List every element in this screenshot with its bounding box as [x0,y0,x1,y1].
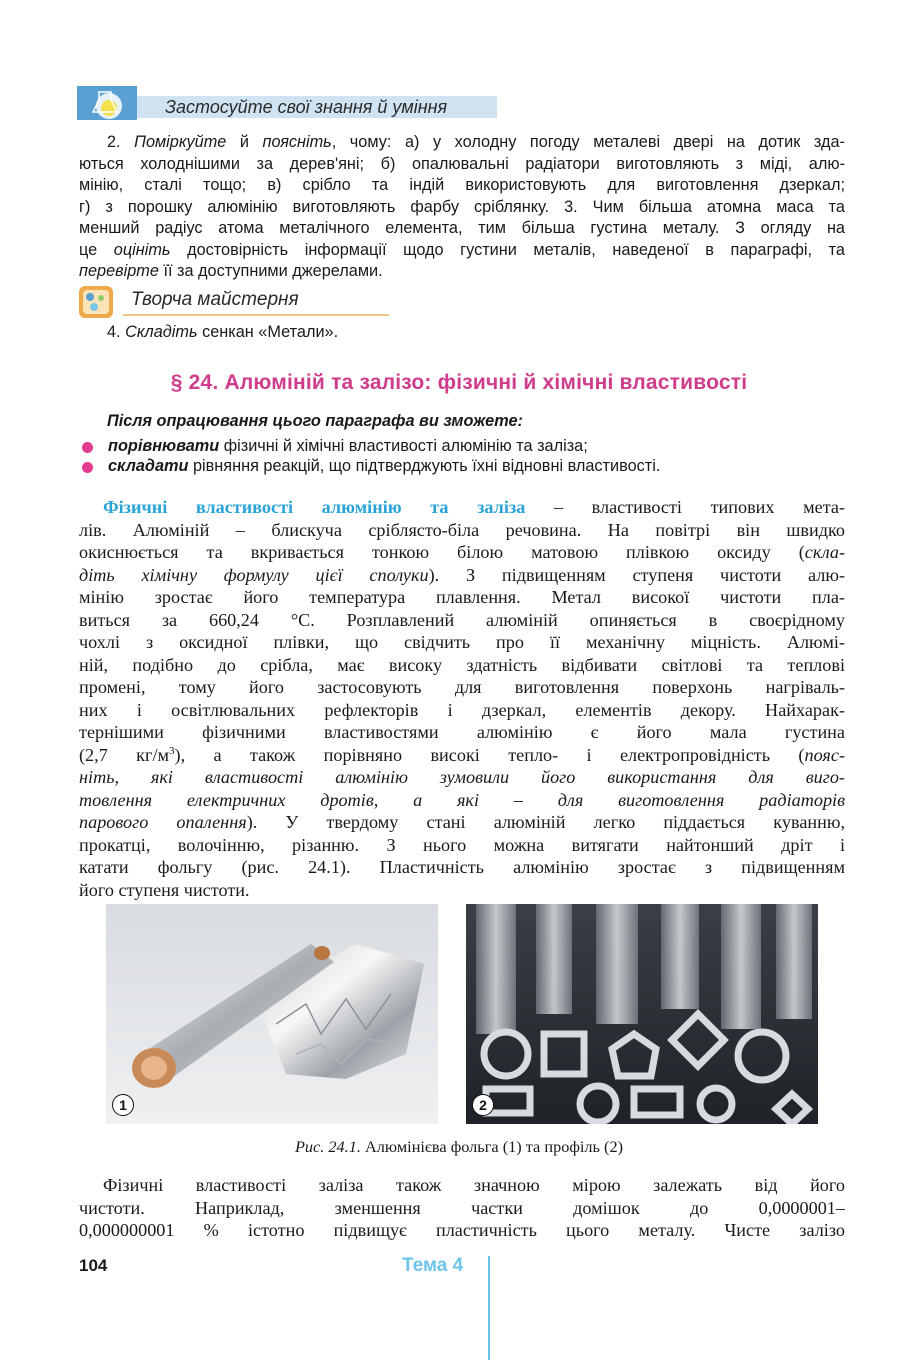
text-line: г) з порошку алюмінію виготовляють фарбу сріблянку. 3. Чим більша атомна маса та [79,197,845,216]
text-line: ються холоднішими за дерев'яні; б) опалювальні радіатори виготовляють з міді, алю- [79,154,845,173]
italic-run: Поміркуйте [134,133,227,151]
figure-number-2: 2 [472,1094,494,1116]
bullet-text: фізичні й хімічні властивості алюмінію та заліза; [219,437,588,455]
page-number: 104 [79,1256,108,1275]
text-line: лів. Алюміній – блискуча сріблясто-біла речовина. На повітрі він швидко [79,519,845,540]
text-line: тернішими фізичними властивостями алюмінію є його мала густина [79,722,845,742]
topic-label: Тема 4 [402,1255,464,1276]
foil-photo [106,904,438,1124]
text-line: них і освітлювальних рефлекторів і дзеркал, елементів декору. Найхарак- [79,699,845,720]
text-line: діть хімічну формулу цієї сполуки). З підвищенням ступеня чистоти алю- [79,564,845,585]
italic-run: ніть, які властивості алюмінію зумовили його використання для виго- [79,767,845,787]
text-line: перевірте її за доступними джерелами. [79,262,383,280]
italic-run: перевірте [79,262,159,280]
italic-run: діть хімічну формулу цієї сполуки [79,564,429,585]
text-line: менший радіус атома металічного елемента, тим більша густина металу. З огляду на [79,219,845,237]
text-line: катати фольгу (рис. 24.1). Пластичність алюмінію зростає з підвищенням [79,857,845,877]
text-line: це оцініть достовірність інформації щодо густини металів, наведеної в параграфі, та [79,240,845,259]
bullet-keyword: складати [108,457,189,475]
footer-divider [488,1256,490,1360]
italic-run: товлення електричних дротів, а які – для виготовлення радіаторів [79,789,845,810]
italic-run: пояс- [804,744,845,765]
profiles-photo [466,904,818,1124]
body-paragraph-iron [79,1174,845,1242]
task-number: 4. [107,323,126,341]
italic-run: поясніть [262,133,332,151]
text-line: прокатці, волочінню, різанню. З нього можна витягати найтонший дріт і [79,834,845,855]
superscript: 3 [169,744,175,757]
text-line: Фізичні властивості алюмінію та заліза – властивості типових мета- [103,497,845,517]
task-verb: Складіть [125,323,198,341]
text-line: його ступеня чистоти. [79,879,250,900]
task-2-paragraph [79,132,845,283]
palette-icon [77,284,117,320]
text-line [79,766,845,789]
text-line: (2,7 $кг/м^3$), а також порівняно високі тепло- і електропровідність (пояс- [79,744,845,765]
bullet-keyword: порівнювати [108,437,220,455]
caption-text: Алюмінієва фольга (1) та профіль (2) [360,1137,624,1156]
text-line: чохлі з оксидної плівки, що свідчить про її механічну міцність. Алюмі- [79,632,845,652]
text-line: парового опалення). У твердому стані алюміній легко піддається куванню, [79,812,845,832]
body-paragraph-aluminium [79,496,845,901]
key-term: Фізичні властивості алюмінію та заліза [103,497,526,517]
text-line: мінію, сталі тощо; в) срібло та індій використовують для виготовлення дзеркал; [79,176,845,194]
section-heading: § 24. Алюміній та залізо: фізичні й хімічні властивості [170,371,748,394]
task-4 [107,323,338,342]
italic-run: парового опалення [79,812,247,832]
bullet-text: рівняння реакцій, що підтверджують їхні відновні властивості. [188,457,661,475]
figure-caption [0,1137,918,1157]
text-line: промені, тому його застосовують для виготовлення поверхонь нагріваль- [79,677,845,697]
task-text: сенкан «Метали». [197,323,339,341]
text-line: чистоти. Наприклад, зменшення частки домішок до 0,0000001– [79,1197,845,1218]
flask-icon [77,86,137,120]
creative-workshop-banner [77,284,317,320]
text-line: Фізичні властивості заліза також значною мірою залежать від його [103,1175,845,1195]
text-line: 0,000000001 % істотно підвищує пластичність цього металу. Чисте залізо [79,1220,845,1240]
italic-run: оцініть [113,240,171,259]
italic-run: скла- [804,542,845,562]
learning-goals-intro: Після опрацювання цього параграфа ви зможете: [107,412,523,430]
bullet-dot-icon [82,462,93,473]
text-line: мінію зростає його температура плавлення. Метал високої чистоти пла- [79,587,845,607]
text-line: окиснюється та вкривається тонкою білою матовою плівкою оксиду (скла- [79,542,845,562]
figure-number-1: 1 [112,1094,134,1116]
text-line: ній, подібно до срібла, має високу здатність відбивати світлові та теплові [79,654,845,675]
apply-knowledge-banner [77,86,499,120]
caption-label: Рис. 24.1. [294,1137,361,1156]
banner-underline [123,314,389,316]
text-line: 2. Поміркуйте й поясніть, чому: а) у холодну погоду металеві двері на дотик зда- [107,133,845,151]
banner-label: Застосуйте свої знання й уміння [165,97,448,117]
text-line [79,789,845,812]
bullet-dot-icon [82,442,93,453]
banner-label: Творча майстерня [131,289,299,310]
text-line: виться за 660,24 °С. Розплавлений алюміній опиняється в своєрідному [79,609,845,630]
